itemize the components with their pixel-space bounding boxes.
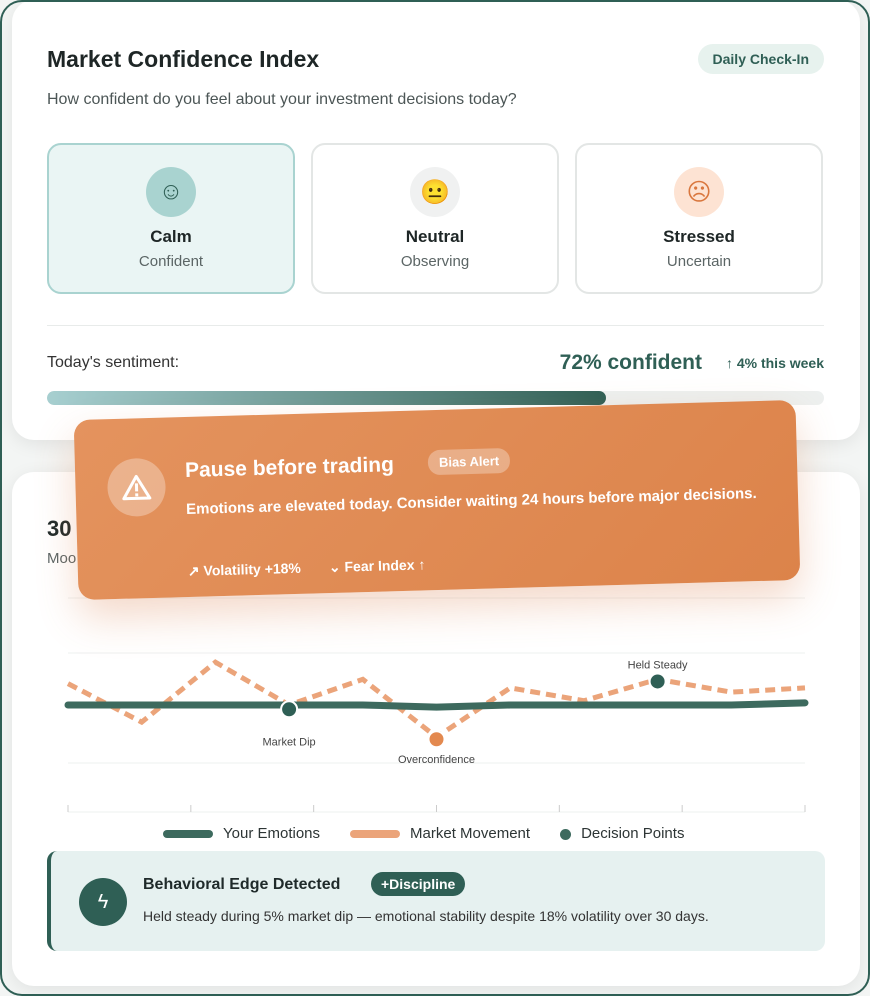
smile-icon: ☺ — [146, 167, 196, 217]
decision-point — [429, 731, 445, 747]
mood-label: Stressed — [663, 227, 735, 246]
decision-point-label: Overconfidence — [397, 754, 476, 767]
behavioral-edge-panel — [47, 851, 825, 951]
chart-legend — [163, 825, 684, 842]
legend-market: Market Movement — [350, 825, 530, 842]
series-your-emotions — [68, 703, 805, 707]
mood-sub: Uncertain — [666, 253, 732, 270]
decision-point — [650, 673, 666, 689]
mood-sub: Observing — [400, 253, 470, 270]
alert-text: Emotions are elevated today. Consider waiting 24 hours before major decisions. — [185, 485, 757, 519]
legend-decisions: Decision Points — [560, 825, 684, 842]
decision-point-label: Market Dip — [262, 736, 316, 749]
chart-card-subtitle: Moo — [47, 550, 77, 567]
daily-checkin-badge: Daily Check-In — [698, 44, 824, 74]
warning-icon — [107, 458, 167, 518]
bias-alert-badge: Bias Alert — [428, 448, 511, 475]
series-market-movement — [68, 662, 805, 737]
mood-label: Calm — [150, 227, 192, 246]
edge-text: Held steady during 5% market dip — emotional stability despite 18% volatility over 30 days. — [143, 908, 709, 924]
mood-label: Neutral — [405, 227, 465, 246]
chevron-down-icon: ⌄ — [328, 558, 345, 576]
lightning-icon: ϟ — [79, 878, 127, 926]
neutral-face-icon: 😐 — [410, 167, 460, 217]
decision-point-label: Held Steady — [627, 659, 688, 672]
subtitle: How confident do you feel about your investment decisions today? — [47, 91, 517, 108]
weekly-change: ↑ 4% this week — [725, 355, 824, 371]
decision-point — [281, 701, 297, 717]
sentiment-label: Today's sentiment: — [47, 354, 180, 371]
sentiment-value: 72% confident — [559, 351, 702, 374]
frown-icon: ☹ — [674, 167, 724, 217]
volatility-metric: ↗ Volatility +18% — [187, 559, 302, 579]
discipline-badge: +Discipline — [371, 872, 465, 896]
trend-up-icon: ↗ — [187, 562, 204, 579]
alert-title: Pause before trading — [184, 453, 395, 483]
edge-title: Behavioral Edge Detected — [143, 876, 341, 893]
mood-sub: Confident — [138, 253, 204, 270]
bias-alert-popup[interactable] — [74, 400, 801, 600]
page-title: Market Confidence Index — [47, 46, 320, 72]
chart-card-title: 30 — [47, 516, 72, 541]
legend-emotions: Your Emotions — [163, 825, 320, 842]
fear-index-metric: ⌄ Fear Index ↑ — [328, 556, 426, 576]
